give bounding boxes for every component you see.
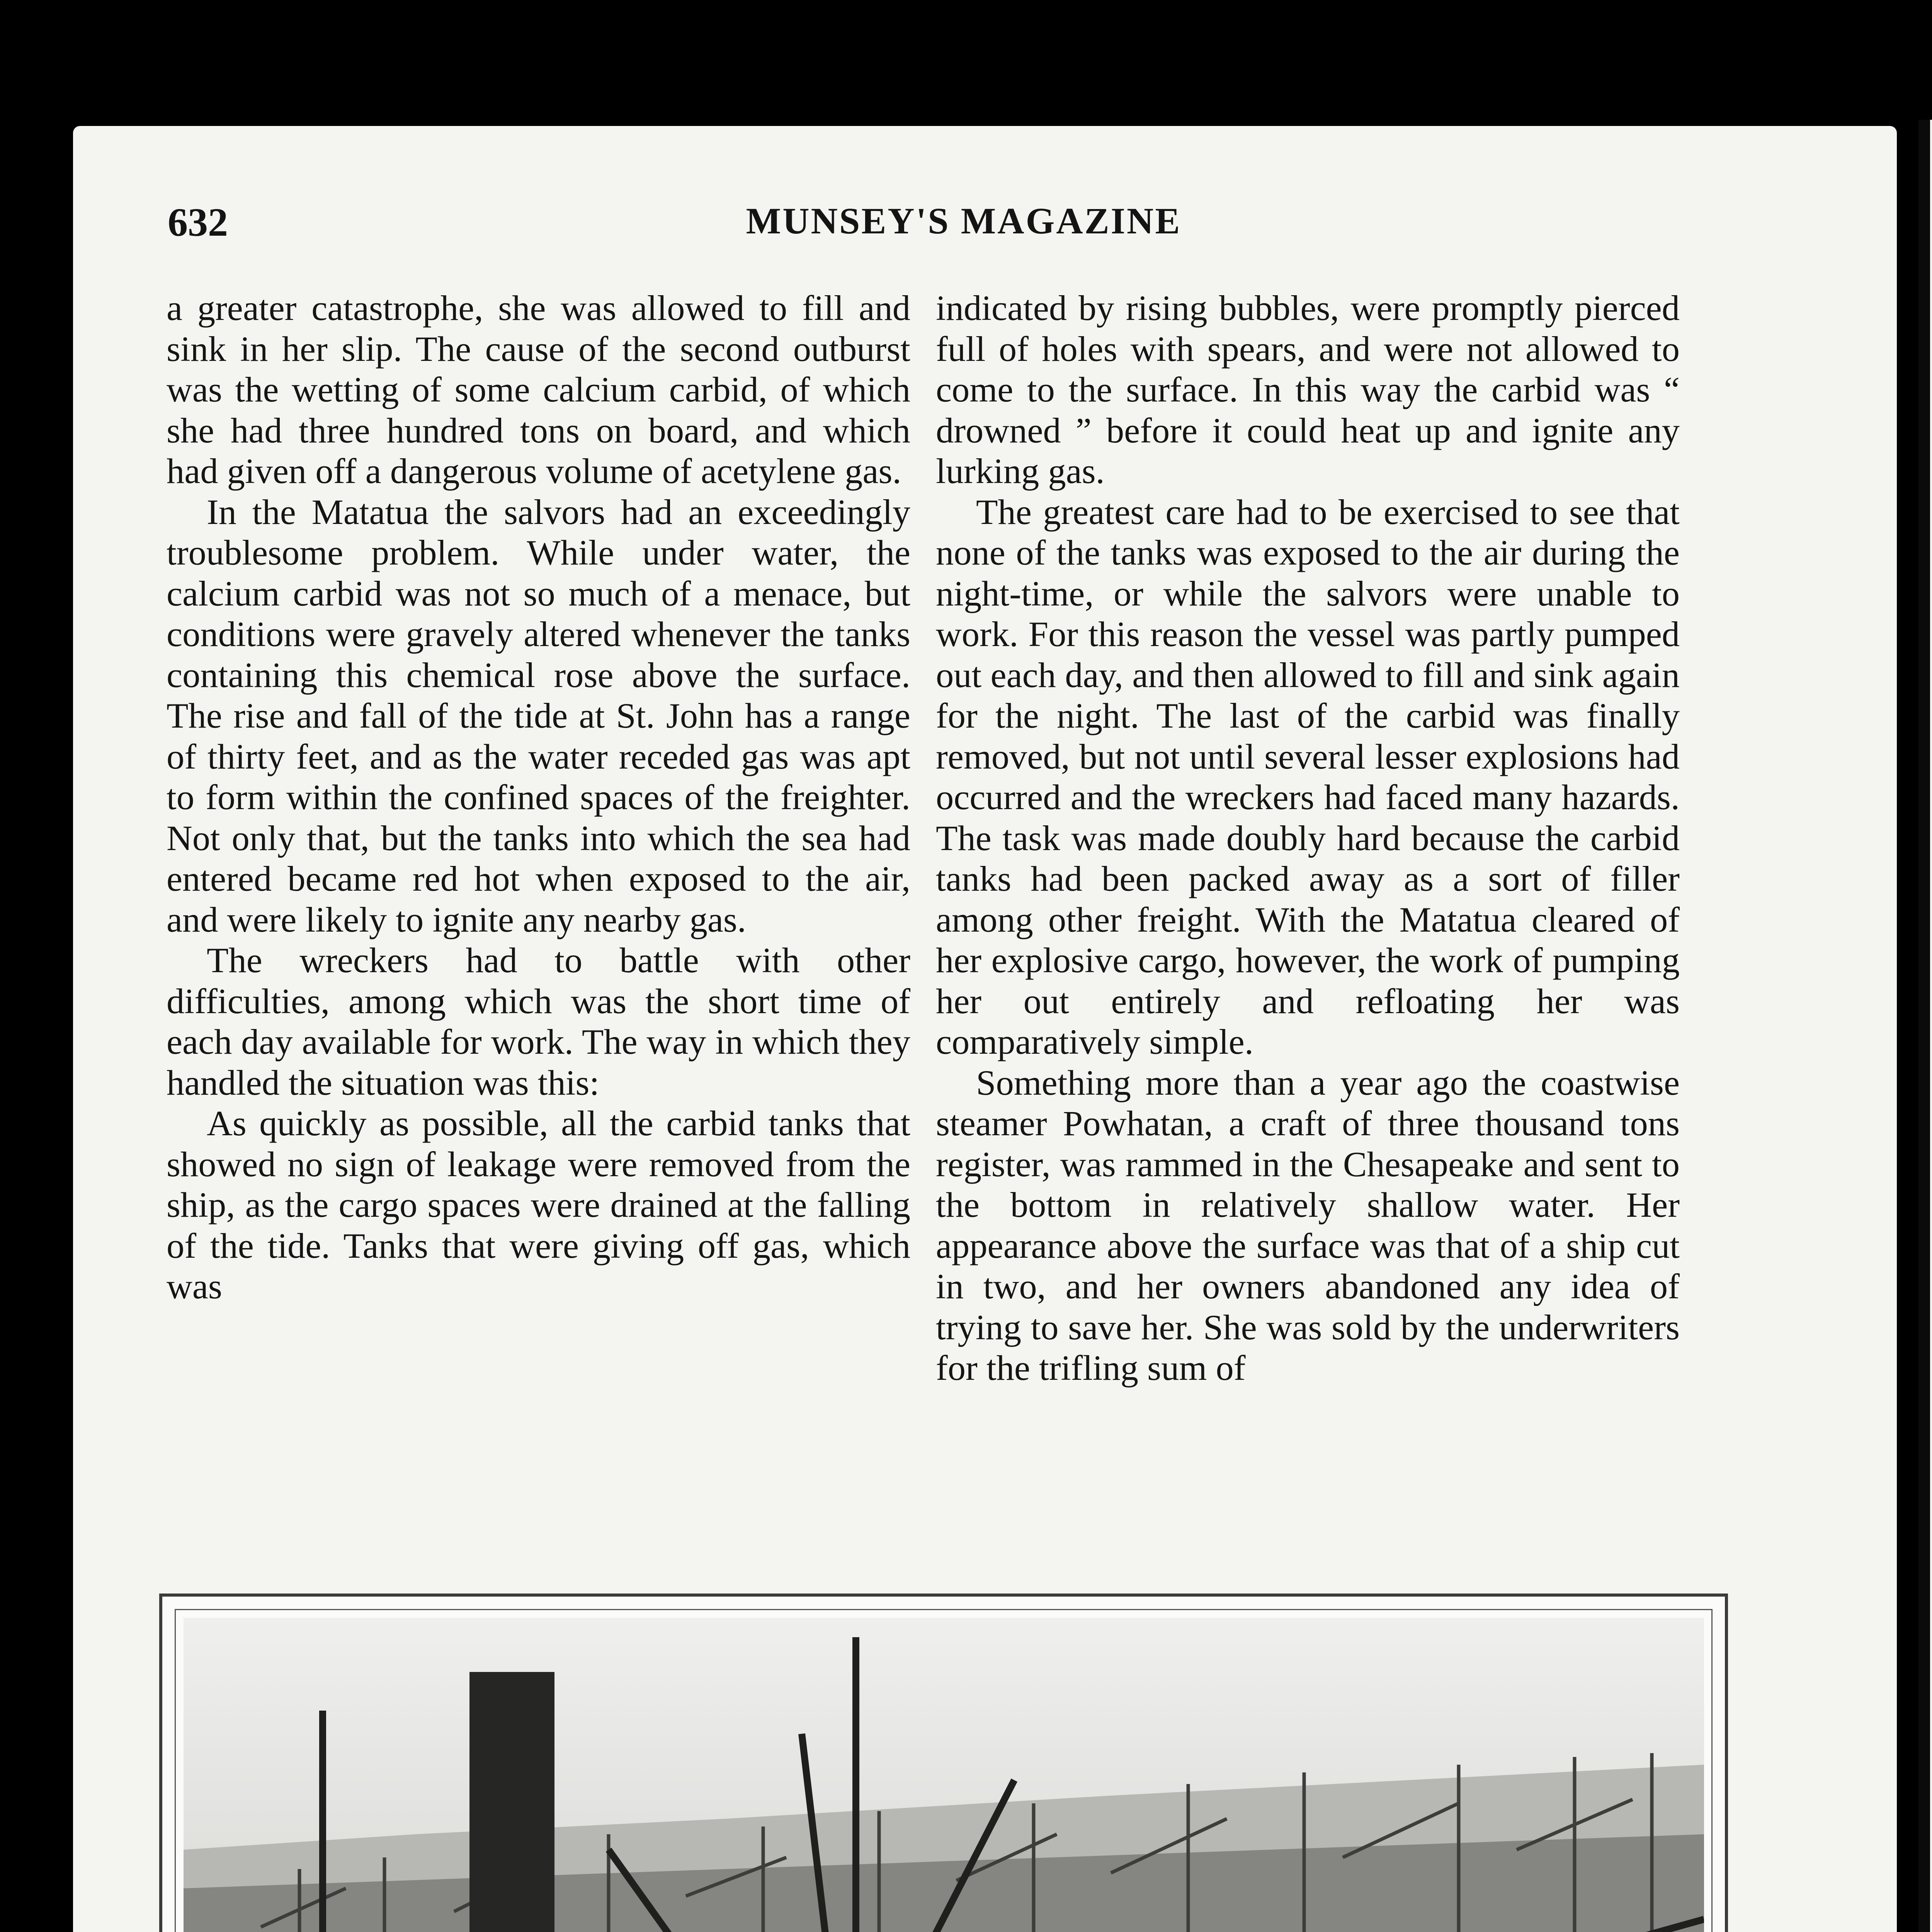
page-number: 632 xyxy=(168,200,228,245)
paragraph: As quickly as possible, all the carbid tanks that showed no sign of leakage were removed from the ship, as the cargo spaces were drained at the falling of the tide. Tanks that were giving off gas, which was xyxy=(167,1104,910,1306)
left-text-column xyxy=(167,288,910,1308)
paragraph: Something more than a year ago the coastwise steamer Powhatan, a craft of three thousand tons register, was rammed in the Chesapeake and sent to the bottom in relatively shallow water. Her appearance above the surface was that of a ship cut in two, and her owners abandoned any idea of trying to save her. She was sold by the underwriters for the trifling sum of xyxy=(936,1063,1680,1388)
running-title: MUNSEY'S MAGAZINE xyxy=(746,200,1182,242)
paragraph: The wreckers had to battle with other difficulties, among which was the short time of each day available for work. The way in which they handled the situation was this: xyxy=(167,941,910,1103)
adjacent-page-edge xyxy=(1918,120,1932,1932)
harbor-photograph xyxy=(184,1618,1704,1932)
paragraph: The greatest care had to be exercised to see that none of the tanks was exposed to the air during the night-time, or while the salvors were unable to work. For this reason the vessel was partly pumped out each day, and then allowed to fill and sink again for the night. The last of the carbid was finally removed, but not until several lesser explosions had occurred and the wreckers had faced many hazards. The task was made doubly hard because the carbid tanks had been packed away as a sort of filler among other freight. With the Matatua cleared of her explosive cargo, however, the work of pumping her out entirely and refloating her was comparatively simple. xyxy=(936,492,1680,1062)
magazine-page xyxy=(73,126,1897,1932)
right-text-column xyxy=(936,288,1680,1389)
paragraph: In the Matatua the salvors had an exceedingly troublesome problem. While under water, the calcium carbid was not so much of a menace, but conditions were gravely altered whenever the tanks containing this chemical rose above the surface. The rise and fall of the tide at St. John has a range of thirty feet, and as the water receded gas was apt to form within the confined spaces of the freighter. Not only that, but the tanks into which the sea had entered became red hot when exposed to the air, and were likely to ignite any nearby gas. xyxy=(167,492,910,940)
steamer-funnel xyxy=(469,1672,554,1932)
photo-frame xyxy=(159,1594,1728,1932)
paragraph: a greater catastrophe, she was allowed to fill and sink in her slip. The cause of the second outburst was the wetting of some calcium carbid, of which she had three hundred tons on board, and which had given off a dangerous volume of acetylene gas. xyxy=(167,289,910,491)
paragraph: indicated by rising bubbles, were promptly pierced full of holes with spears, and were not allowed to come to the surface. In this way the carbid was “ drowned ” before it could heat up and ignite any lurking gas. xyxy=(936,289,1680,491)
page-header xyxy=(168,199,1760,250)
